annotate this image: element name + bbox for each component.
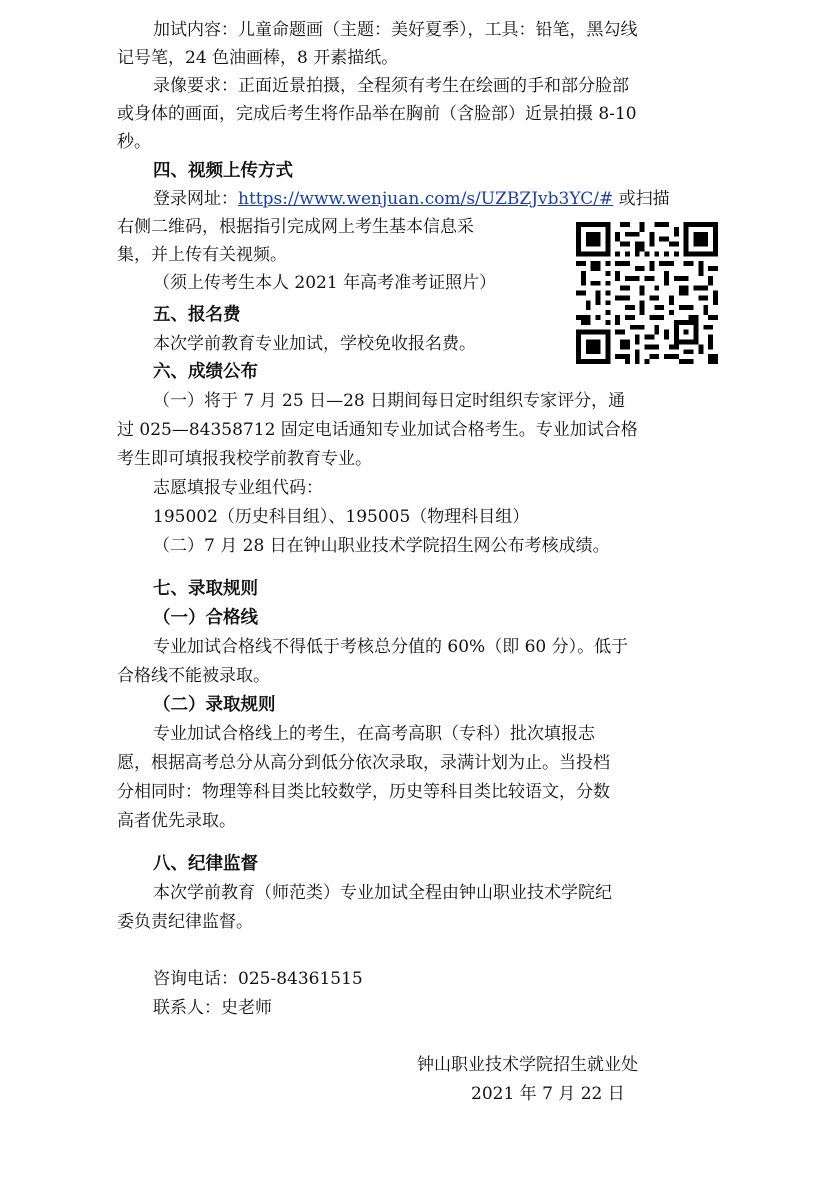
admission-rules-line-2: 愿，根据高考总分从高分到低分依次录取，录满计划为止。当投档: [117, 753, 610, 773]
upload-note: （须上传考生本人 2021 年高考准考证照片）: [153, 273, 497, 293]
contact-phone: 咨询电话：025-84361515: [153, 969, 363, 989]
section-4-heading: 四、视频上传方式: [153, 161, 293, 181]
results-p1-line-3: 考生即可填报我校学前教育专业。: [117, 449, 372, 469]
section-7-heading: 七、录取规则: [153, 579, 258, 599]
registration-fee-text: 本次学前教育专业加试，学校免收报名费。: [153, 334, 476, 354]
video-requirement-line-3: 秒。: [117, 132, 151, 152]
supervision-line-1: 本次学前教育（师范类）专业加试全程由钟山职业技术学院纪: [153, 883, 612, 903]
admission-rules-subheading: （二）录取规则: [153, 695, 276, 715]
section-6-heading: 六、成绩公布: [153, 362, 258, 382]
login-line: [153, 189, 670, 209]
group-codes: 195002（历史科目组）、195005（物理科目组）: [153, 507, 530, 527]
qr-code-icon[interactable]: [576, 222, 718, 364]
admission-rules-line-3: 分相同时：物理等科目类比较数学，历史等科目类比较语文，分数: [117, 782, 610, 802]
signature-org: 钟山职业技术学院招生就业处: [417, 1055, 638, 1075]
admission-rules-line-1: 专业加试合格线上的考生，在高考高职（专科）批次填报志: [153, 724, 595, 744]
exam-content-line-2: 记号笔，24 色油画棒，8 开素描纸。: [117, 48, 399, 68]
results-p1-line-1: （一）将于 7 月 25 日—28 日期间每日定时组织专家评分，通: [153, 391, 626, 411]
section-8-heading: 八、纪律监督: [153, 854, 258, 874]
section-5-heading: 五、报名费: [153, 305, 241, 325]
results-p1-line-2: 过 025—84358712 固定电话通知专业加试合格考生。专业加试合格: [117, 420, 638, 440]
upload-instructions-line-3: 集，并上传有关视频。: [117, 245, 287, 265]
admission-rules-line-4: 高者优先录取。: [117, 811, 236, 831]
contact-person: 联系人：史老师: [153, 998, 272, 1018]
exam-content-line-1: 加试内容：儿童命题画（主题：美好夏季），工具：铅笔，黑勾线: [153, 20, 638, 40]
pass-line-text-2: 合格线不能被录取。: [117, 666, 270, 686]
pass-line-text-1: 专业加试合格线不得低于考核总分值的 60%（即 60 分）。低于: [153, 637, 629, 657]
supervision-line-2: 委负责纪律监督。: [117, 912, 253, 932]
signature-date: 2021 年 7 月 22 日: [471, 1084, 625, 1104]
login-label: 登录网址：: [153, 189, 238, 209]
pass-line-subheading: （一）合格线: [153, 608, 258, 628]
upload-instructions-line-2: 右侧二维码，根据指引完成网上考生基本信息采: [117, 217, 474, 237]
login-suffix: 或扫描: [613, 189, 670, 209]
upload-url-link[interactable]: https://www.wenjuan.com/s/UZBZJvb3YC/#: [238, 189, 614, 209]
video-requirement-line-2: 或身体的画面，完成后考生将作品举在胸前（含脸部）近景拍摄 8-10: [117, 104, 637, 124]
video-requirement-line-1: 录像要求：正面近景拍摄，全程须有考生在绘画的手和部分脸部: [153, 76, 629, 96]
group-code-label: 志愿填报专业组代码：: [153, 478, 323, 498]
results-p2: （二）7 月 28 日在钟山职业技术学院招生网公布考核成绩。: [153, 536, 610, 556]
